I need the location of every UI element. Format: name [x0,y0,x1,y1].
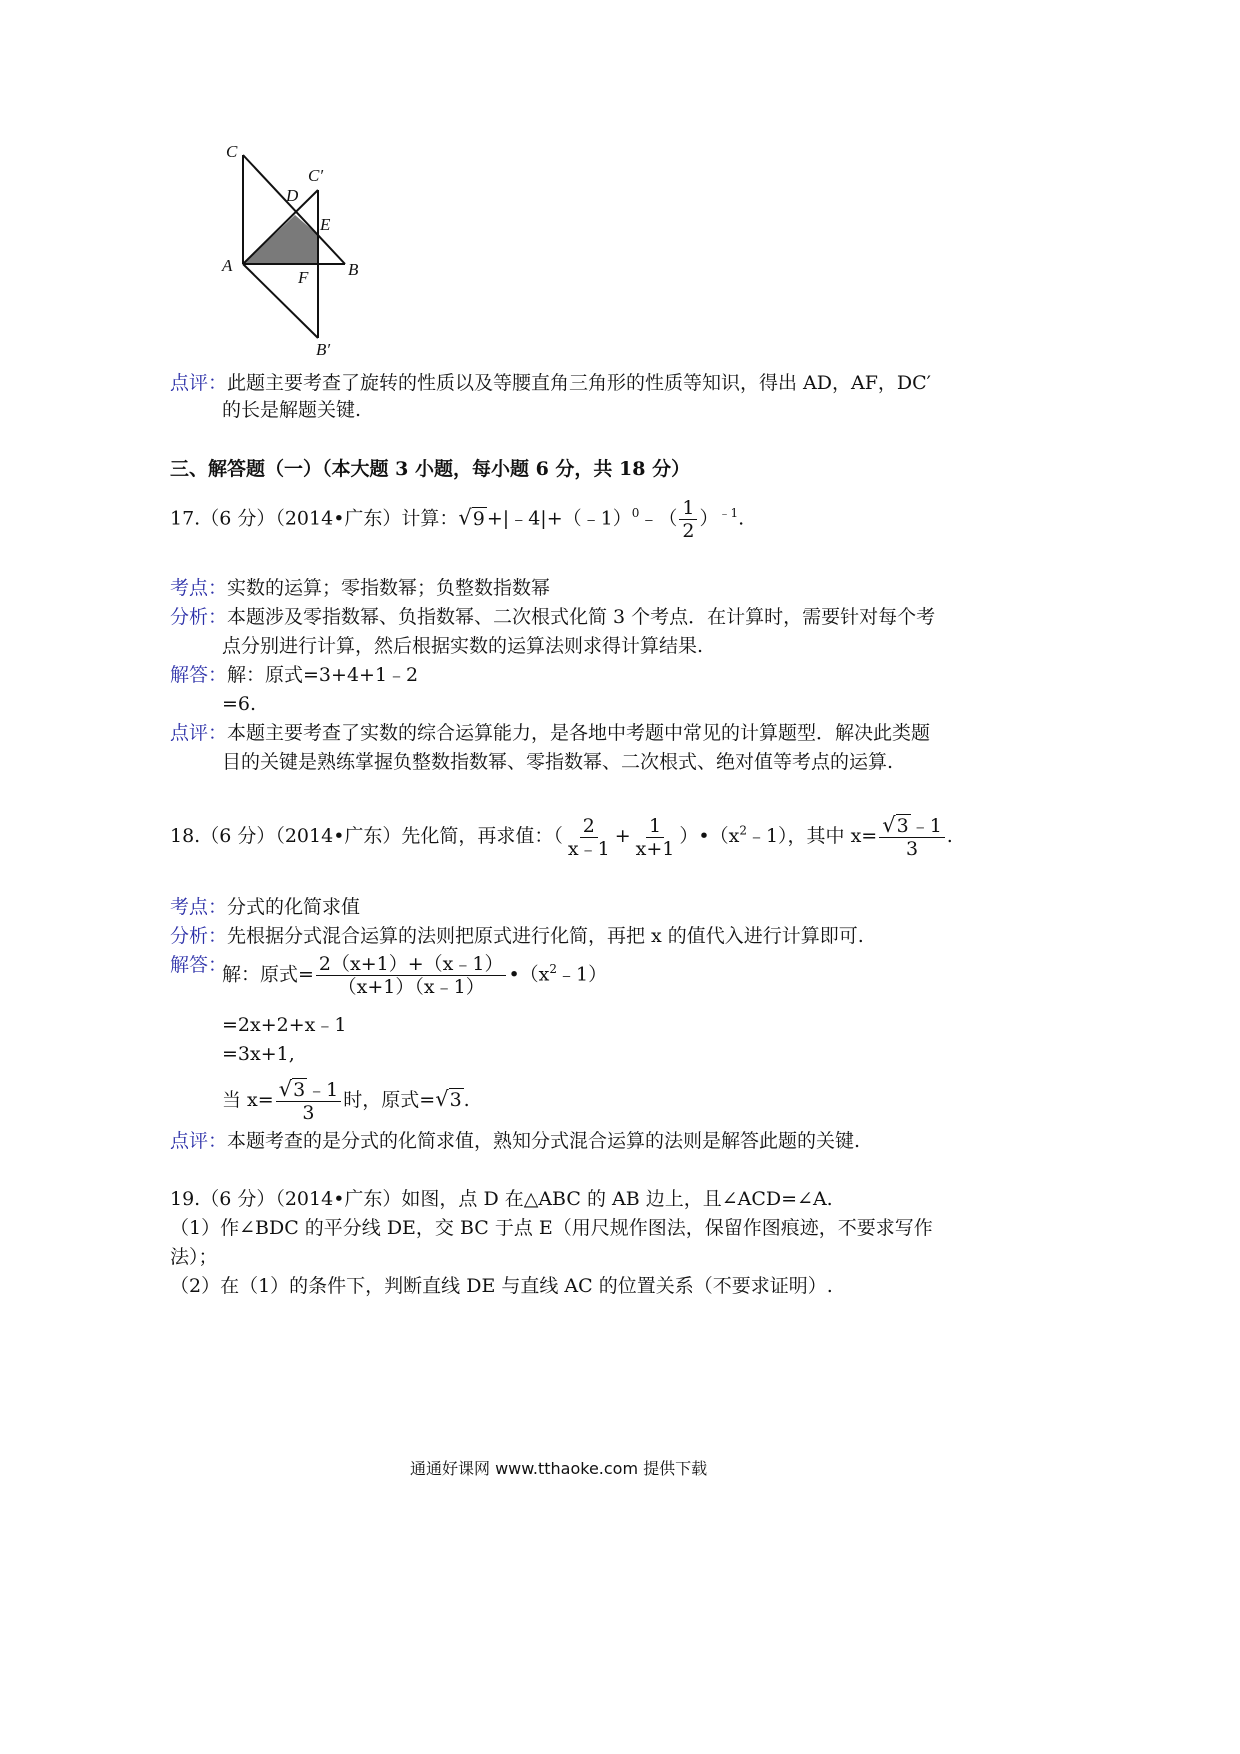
label-A: A [222,256,233,275]
q18-x-radicand: 3 [896,815,909,837]
q18-prefix: 18.（6 分）（2014•广东）先化简，再求值：（ [170,825,563,847]
q17-radicand: 9 [472,507,485,530]
q17-prefix: 17.（6 分）（2014•广东）计算： [170,507,459,530]
q18-j4-fraction [276,1078,342,1124]
q18-j1-fraction [316,953,507,998]
dianping-label: 点评： [170,722,228,744]
jieda-label: 解答： [170,954,228,976]
q19-line4: （2）在（1）的条件下，判断直线 DE 与直线 AC 的位置关系（不要求证明）. [170,1275,833,1297]
q18-fenxi [170,923,864,949]
q17-dianping-line2 [222,749,893,775]
q18-j4-radicand: 3 [293,1079,306,1101]
dianping-text: 目的关键是熟练掌握负整数指数幂、零指数幂、二次根式、绝对值等考点的运算. [222,751,894,773]
q17-mid: +|﹣4|+（﹣1） [486,507,632,530]
q18-dianping [170,1128,860,1154]
q17-fraction [679,497,697,542]
q18-x-fraction [879,814,945,860]
comment-text: 的长是解题关键. [222,399,362,421]
q17-fenxi-line2 [222,633,703,659]
jieda-text: 时，原式= [343,1089,436,1111]
jieda-text: 当 x= [222,1089,274,1111]
q18-mult: ）•（x [679,825,740,847]
jieda-text: =6. [222,693,257,715]
q18-jieda-label [170,952,227,978]
q18-statement [170,814,953,860]
fenxi-label: 分析： [170,606,228,628]
q17-end: . [738,507,745,530]
sqrt-icon: √ [435,1087,449,1111]
q18-x-num [879,814,945,838]
q17-exp0: 0 [631,506,640,521]
fenxi-text: 本题涉及零指数幂、负指数幂、二次根式化简 3 个考点．在计算时，需要针对每个考 [227,606,936,628]
q17-minus: ﹣（ [639,507,678,530]
geometry-figure [240,140,440,375]
dianping-text: 本题考查的是分式的化简求值，熟知分式混合运算的法则是解答此题的关键. [227,1130,861,1152]
q18-jieda-line4 [222,1078,470,1124]
q19-line2: （1）作∠BDC 的平分线 DE，交 BC 于点 E（用尺规作图法，保留作图痕迹，不要求写作 [170,1217,933,1239]
fenxi-text: 先根据分式混合运算的法则把原式进行化简，再把 x 的值代入进行计算即可. [227,925,864,947]
q18-fraction-2 [633,815,678,860]
jieda-text: 解：原式=3+4+1﹣2 [227,664,419,686]
q19-line3: 法）； [170,1246,218,1268]
q17-kaodian [170,575,550,601]
label-F: F [298,268,309,287]
jieda-text: . [463,1089,470,1111]
q17-fenxi-line1 [170,604,935,630]
q18-jieda-line3 [222,1041,295,1067]
dianping-text: 本题主要考查了实数的综合运算能力，是各地中考题中常见的计算题型．解决此类题 [227,722,931,744]
q18-j1-den: （x+1）（x﹣1） [337,976,485,998]
q17-frac-den: 2 [682,520,695,542]
jieda-label: 解答： [170,664,228,686]
q18-plus: + [614,825,631,847]
sqrt-icon: √ [278,1077,293,1101]
dianping-label: 点评： [170,1130,228,1152]
comment-label: 点评： [170,372,228,394]
kaodian-label: 考点： [170,896,228,918]
label-C: C [226,142,238,161]
prev-comment-line1 [170,370,931,396]
q18-j4-den: 3 [302,1102,315,1124]
jieda-text: =2x+2+x﹣1 [222,1014,347,1036]
label-D: D [286,186,299,205]
q17-exp-neg: ﹣1 [718,506,739,521]
q18-kaodian [170,894,360,920]
label-B-prime: B′ [316,340,331,359]
q18-j4-num [276,1078,342,1102]
section-title: 三、解答题（一）（本大题 3 小题，每小题 6 分，共 18 分） [170,458,691,480]
q18-j4-num-tail: ﹣1 [307,1079,339,1101]
fenxi-label: 分析： [170,925,228,947]
q17-dianping-line1 [170,720,930,746]
jieda-text: =3x+1, [222,1043,295,1065]
q17-jieda-line2 [222,691,256,717]
q17-statement [170,497,744,542]
q19-line1: 19.（6 分）（2014•广东）如图，点 D 在△ABC 的 AB 边上，且∠ACD=∠A. [170,1188,833,1210]
footer-credit: 通通好课网 www.tthaoke.com 提供下载 [410,1459,708,1478]
q18-x-den: 3 [905,838,919,860]
q18-sq: 2 [739,823,747,838]
kaodian-text: 分式的化简求值 [227,896,361,918]
q18-f1-den: x﹣1 [567,837,610,860]
sqrt-icon: √ [458,505,472,530]
label-B: B [348,260,359,279]
q18-j4-radicand2: 3 [449,1089,462,1111]
label-E: E [320,215,331,234]
kaodian-text: 实数的运算；零指数幂；负整数指数幂 [227,577,551,599]
sqrt-icon: √ [882,813,896,837]
q18-j1-end: ﹣1） [557,963,608,986]
q18-fraction-1 [565,815,613,860]
kaodian-label: 考点： [170,577,228,599]
q17-frac-num: 1 [679,497,697,520]
q17-jieda-line1 [170,662,418,688]
q18-j1-sq: 2 [549,962,558,977]
prev-comment-line2 [222,397,361,423]
q18-after-sq: ﹣1），其中 x= [746,825,878,847]
q18-j1-tail: •（x [508,963,550,986]
q18-jieda-line2 [222,1012,346,1038]
q18-f1-num: 2 [580,815,598,838]
q18-jieda-line1 [222,953,607,998]
q18-x-num-tail: ﹣1 [910,815,942,837]
q18-f2-num: 1 [646,815,664,838]
comment-text: 此题主要考查了旋转的性质以及等腰直角三角形的性质等知识，得出 AD，AF，DC′ [227,372,932,394]
label-C-prime: C′ [308,166,324,185]
jieda-text: 解：原式= [222,963,314,986]
q18-f2-den: x+1 [635,837,675,860]
q17-close: ） [699,507,719,530]
q18-end: . [946,825,953,847]
q18-j1-num: 2（x+1）+（x﹣1） [316,953,507,976]
fenxi-text: 点分别进行计算，然后根据实数的运算法则求得计算结果. [222,635,704,657]
